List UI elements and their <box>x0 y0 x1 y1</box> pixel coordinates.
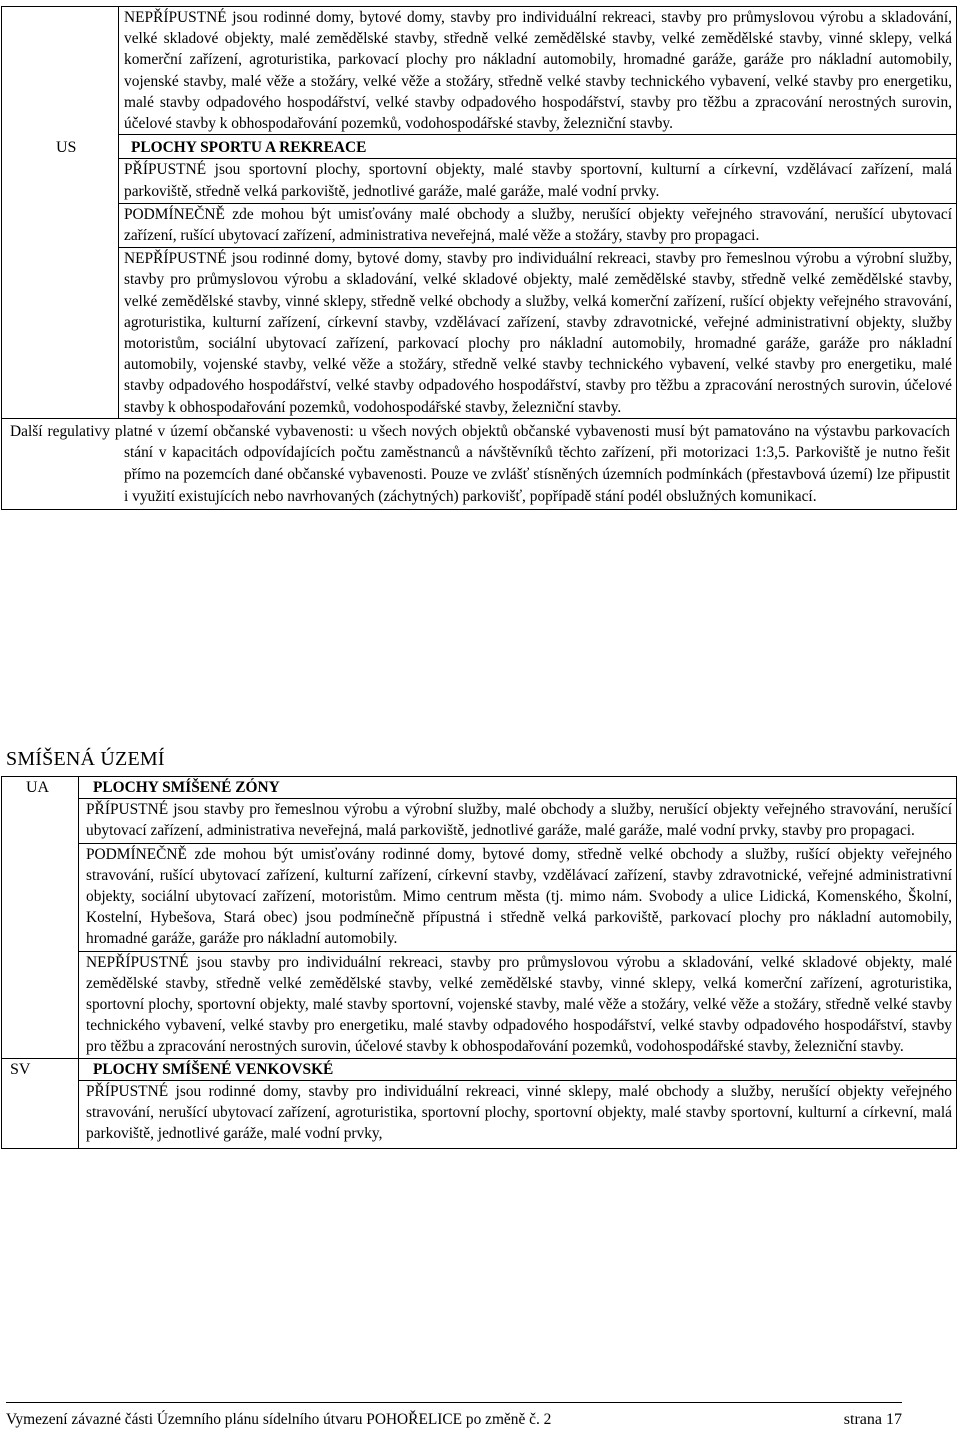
paragraph-conditional-ua: PODMÍNEČNĚ zde mohou být umisťovány rodinné domy, bytové domy, středně velké obchody a služby, rušící objekty veřejného stravování, rušící ubytovací zařízení, kulturní zařízení, církevní stavby, vzdělávací zařízení, stavby zdravotnické, veřejné administrativní objekty, sociální ubytovací zařízení, motoristům. Mimo centrum města (tj. mimo nám. Svobody a ulice Lidická, Komenského, Školní, Kostelní, Hybešova, Stará obec) jsou podmínečně přípustná i středně velká parkoviště, parkovací plochy pro nákladní automobily, hromadné garáže, garáže pro nákladní automobily. <box>79 843 956 951</box>
zone-heading-sv: PLOCHY SMÍŠENÉ VENKOVSKÉ <box>93 1060 334 1078</box>
section-title: SMÍŠENÁ ÚZEMÍ <box>6 748 165 770</box>
paragraph-not-allowed-continued: NEPŘÍPUSTNÉ jsou rodinné domy, bytové domy, stavby pro individuální rekreaci, stavby pro průmyslovou výrobu a skladování, velké skladové objekty, malé zemědělské stavby, středně velké zemědělské stavby, velké zemědělské stavby, vinné sklepy, velká komerční zařízení, agroturistika, parkovací plochy pro nákladní automobily, hromadné garáže, garáže pro nákladní automobily, vojenské stavby, malé věže a stožáry, velké věže a stožáry, středně velké stavby technického vybavení, velké stavby pro energetiku, malé stavby odpadového hospodářství, velké stavby odpadového hospodářství, stavby pro těžbu a zpracování nerostných surovin, účelové stavby k obhospodařování pozemků, vodohospodářské stavby, železniční stavby. <box>124 9 952 133</box>
code-cell-ua <box>2 777 79 1059</box>
footer-page-number: strana 17 <box>843 1411 902 1428</box>
code-cell-empty <box>2 7 119 135</box>
zone-code-ua: UA <box>26 779 50 796</box>
code-cell-sv <box>2 1058 79 1149</box>
table-row-sv <box>2 1058 957 1149</box>
zone-code-sv: SV <box>10 1060 31 1078</box>
paragraph-conditional-us: PODMÍNEČNĚ zde mohou být umisťovány malé obchody a služby, nerušící objekty veřejného stravování, nerušící ubytovací zařízení, rušící ubytovací zařízení, administrativa neveřejná, malé věže a stožáry, stavby pro propagaci. <box>119 203 956 247</box>
content-cell-us <box>119 135 957 419</box>
civic-regulations-note: Další regulativy platné v území občanské vybavenosti: u všech nových objektů občanské vybavenosti musí být pamatováno na výstavbu parkovacích stání v kapacitách odpovídajících počtu zaměstnanců a návštěvníků těchto zařízení, při motorizaci 1:3,5. Parkoviště je nutno řešit přímo na pozemcích dané občanské vybavenosti. Pouze ve zvlášť stísněných územních podmínkách (přestavbová území) lze připustit i využití existujících nebo navrhovaných (záchytných) parkovišť, popřípadě stání podél obslužných komunikací. <box>10 422 950 505</box>
paragraph-allowed-us: PŘÍPUSTNÉ jsou sportovní plochy, sportovní objekty, malé stavby sportovní, kulturní a církevní, vzdělávací zařízení, malá parkoviště, středně velká parkoviště, jednotlivé garáže, malé garáže, malé vodní prvky. <box>119 158 956 202</box>
content-cell-ua <box>79 777 957 1059</box>
table-row-note <box>2 418 957 509</box>
paragraph-allowed-ua: PŘÍPUSTNÉ jsou stavby pro řemeslnou výrobu a výrobní služby, malé obchody a služby, nerušící objekty veřejného stravování, nerušící ubytovací zařízení, administrativa neveřejná, malá parkoviště, jednotlivé garáže, malé garáže, malé vodní prvky, stavby pro propagaci. <box>79 798 956 842</box>
zone-heading-ua: PLOCHY SMÍŠENÉ ZÓNY <box>93 779 280 796</box>
regulations-table-civic <box>1 6 957 510</box>
zone-heading-us: PLOCHY SPORTU A REKREACE <box>131 139 367 157</box>
regulations-table-mixed <box>1 776 957 1149</box>
zone-code-us: US <box>56 138 77 156</box>
paragraph-not-allowed-ua: NEPŘÍPUSTNÉ jsou stavby pro individuální rekreaci, stavby pro průmyslovou výrobu a skladování, velké skladové objekty, malé zemědělské stavby, středně velké zemědělské stavby, velké zemědělské stavby, vinné sklepy, velká komerční zařízení, agroturistika, sportovní plochy, sportovní objekty, malé stavby sportovní, vojenské stavby, malé věže a stožáry, velké věže a stožáry, středně velké stavby technického vybavení, velké stavby pro energetiku, malé stavby odpadového hospodářství, velké stavby odpadového hospodářství, stavby pro těžbu a zpracování nerostných surovin, účelové stavby k obhospodařování pozemků, vodohospodářské stavby, železniční stavby. <box>79 951 956 1058</box>
page-footer <box>6 1402 902 1428</box>
content-cell-sv <box>79 1058 957 1149</box>
paragraph-not-allowed-us: NEPŘÍPUSTNÉ jsou rodinné domy, bytové domy, stavby pro individuální rekreaci, stavby pro řemeslnou výrobu a výrobní služby, stavby pro průmyslovou výrobu a skladování, velké skladové objekty, malé zemědělské stavby, středně velké zemědělské stavby, velké zemědělské stavby, vinné sklepy, středně velké obchody a služby, velká komerční zařízení, rušící objekty veřejného stravování, agroturistika, kulturní zařízení, církevní stavby, vzdělávací zařízení, stavby zdravotnické, veřejné administrativní objekty, služby motoristům, sociální ubytovací zařízení, parkovací plochy pro nákladní automobily, hromadné garáže, garáže pro nákladní automobily, vojenské stavby, velké věže a stožáry, středně velké stavby technického vybavení, velké stavby pro energetiku, malé stavby odpadového hospodářství, velké stavby odpadového hospodářství, stavby pro těžbu a zpracování nerostných surovin, účelové stavby k obhospodařování pozemků, vodohospodářské stavby, železniční stavby. <box>119 247 956 418</box>
table-row-ua <box>2 777 957 1059</box>
paragraph-allowed-sv: PŘÍPUSTNÉ jsou rodinné domy, stavby pro individuální rekreaci, vinné sklepy, malé obchody a služby, nerušící objekty veřejného stravování, nerušící ubytovací zařízení, agroturistika, sportovní plochy, sportovní objekty, malé stavby sportovní, kulturní a církevní, malá parkoviště, jednotlivé garáže, malé vodní prvky, <box>79 1080 956 1149</box>
note-cell <box>2 418 957 509</box>
content-cell-continued <box>119 7 957 135</box>
table-row-continued <box>2 7 957 135</box>
code-cell-us <box>2 135 119 419</box>
footer-document-title: Vymezení závazné části Územního plánu sídelního útvaru POHOŘELICE po změně č. 2 <box>6 1411 552 1428</box>
table-row-us <box>2 135 957 419</box>
